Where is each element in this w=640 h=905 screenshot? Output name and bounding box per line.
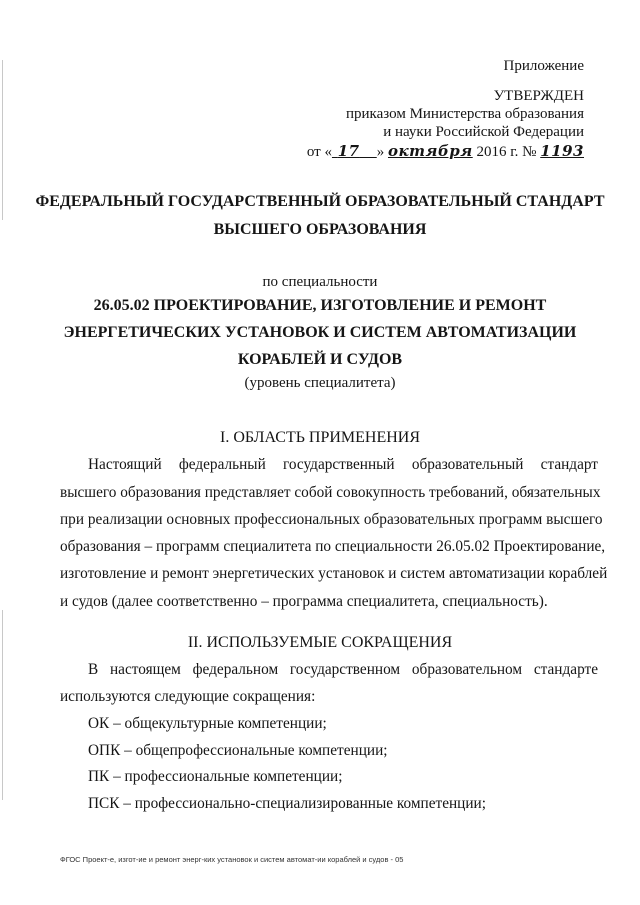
order-line-2: и науки Российской Федерации: [383, 124, 584, 140]
specialty-line-3: КОРАБЛЕЙ И СУДОВ: [237, 351, 403, 368]
page-footer: ФГОС Проект-е, изгот-ие и ремонт энерг-ких установок и систем автомат-ии кораблей и судов - 05: [60, 855, 404, 864]
order-month: октября: [387, 142, 473, 160]
order-day: 17: [337, 142, 360, 160]
approved-label: УТВЕРЖДЕН: [493, 88, 584, 104]
order-year: 2016 г. №: [476, 144, 537, 160]
section-2-heading: II. ИСПОЛЬЗУЕМЫЕ СОКРАЩЕНИЯ: [187, 634, 453, 651]
order-date-line: [307, 142, 584, 161]
date-mid: »: [376, 144, 385, 160]
section-1-line: образования – программ специалитета по специальности 26.05.02 Проектирование,: [60, 538, 606, 555]
order-line-1: приказом Министерства образования: [346, 106, 584, 122]
order-number: 1193: [540, 142, 584, 160]
appendix-label: Приложение: [503, 58, 584, 74]
section-2-intro-line-1: В настоящем федеральном государственном образовательном стандарте: [88, 661, 598, 678]
specialty-intro: по специальности: [262, 274, 378, 290]
document-title-line-1: ФЕДЕРАЛЬНЫЙ ГОСУДАРСТВЕННЫЙ ОБРАЗОВАТЕЛЬНЫЙ СТАНДАРТ: [35, 193, 605, 210]
section-1-line: и судов (далее соответственно – программа специалитета, специальность).: [60, 593, 548, 610]
date-prefix: от «: [306, 144, 332, 160]
section-1-line: изготовление и ремонт энергетических установок и систем автоматизации кораблей: [60, 565, 608, 582]
document-title-line-2: ВЫСШЕГО ОБРАЗОВАНИЯ: [213, 221, 427, 238]
specialty-line-2: ЭНЕРГЕТИЧЕСКИХ УСТАНОВОК И СИСТЕМ АВТОМАТИЗАЦИИ: [63, 324, 577, 341]
abbreviation-item: ПК – профессиональные компетенции;: [88, 768, 343, 785]
abbreviation-item: ПСК – профессионально-специализированные компетенции;: [88, 795, 486, 812]
section-1-heading: I. ОБЛАСТЬ ПРИМЕНЕНИЯ: [219, 429, 421, 446]
specialty-level: (уровень специалитета): [244, 375, 396, 391]
abbreviation-item: ОК – общекультурные компетенции;: [88, 715, 327, 732]
section-2-intro-line-2: используются следующие сокращения:: [60, 688, 316, 705]
abbreviation-item: ОПК – общепрофессиональные компетенции;: [88, 742, 388, 759]
section-1-line: при реализации основных профессиональных образовательных программ высшего: [60, 511, 603, 528]
section-1-line: высшего образования представляет собой совокупность требований, обязательных: [60, 484, 601, 501]
section-1-line: Настоящий федеральный государственный образовательный стандарт: [88, 456, 598, 473]
specialty-line-1: 26.05.02 ПРОЕКТИРОВАНИЕ, ИЗГОТОВЛЕНИЕ И РЕМОНТ: [93, 297, 547, 314]
